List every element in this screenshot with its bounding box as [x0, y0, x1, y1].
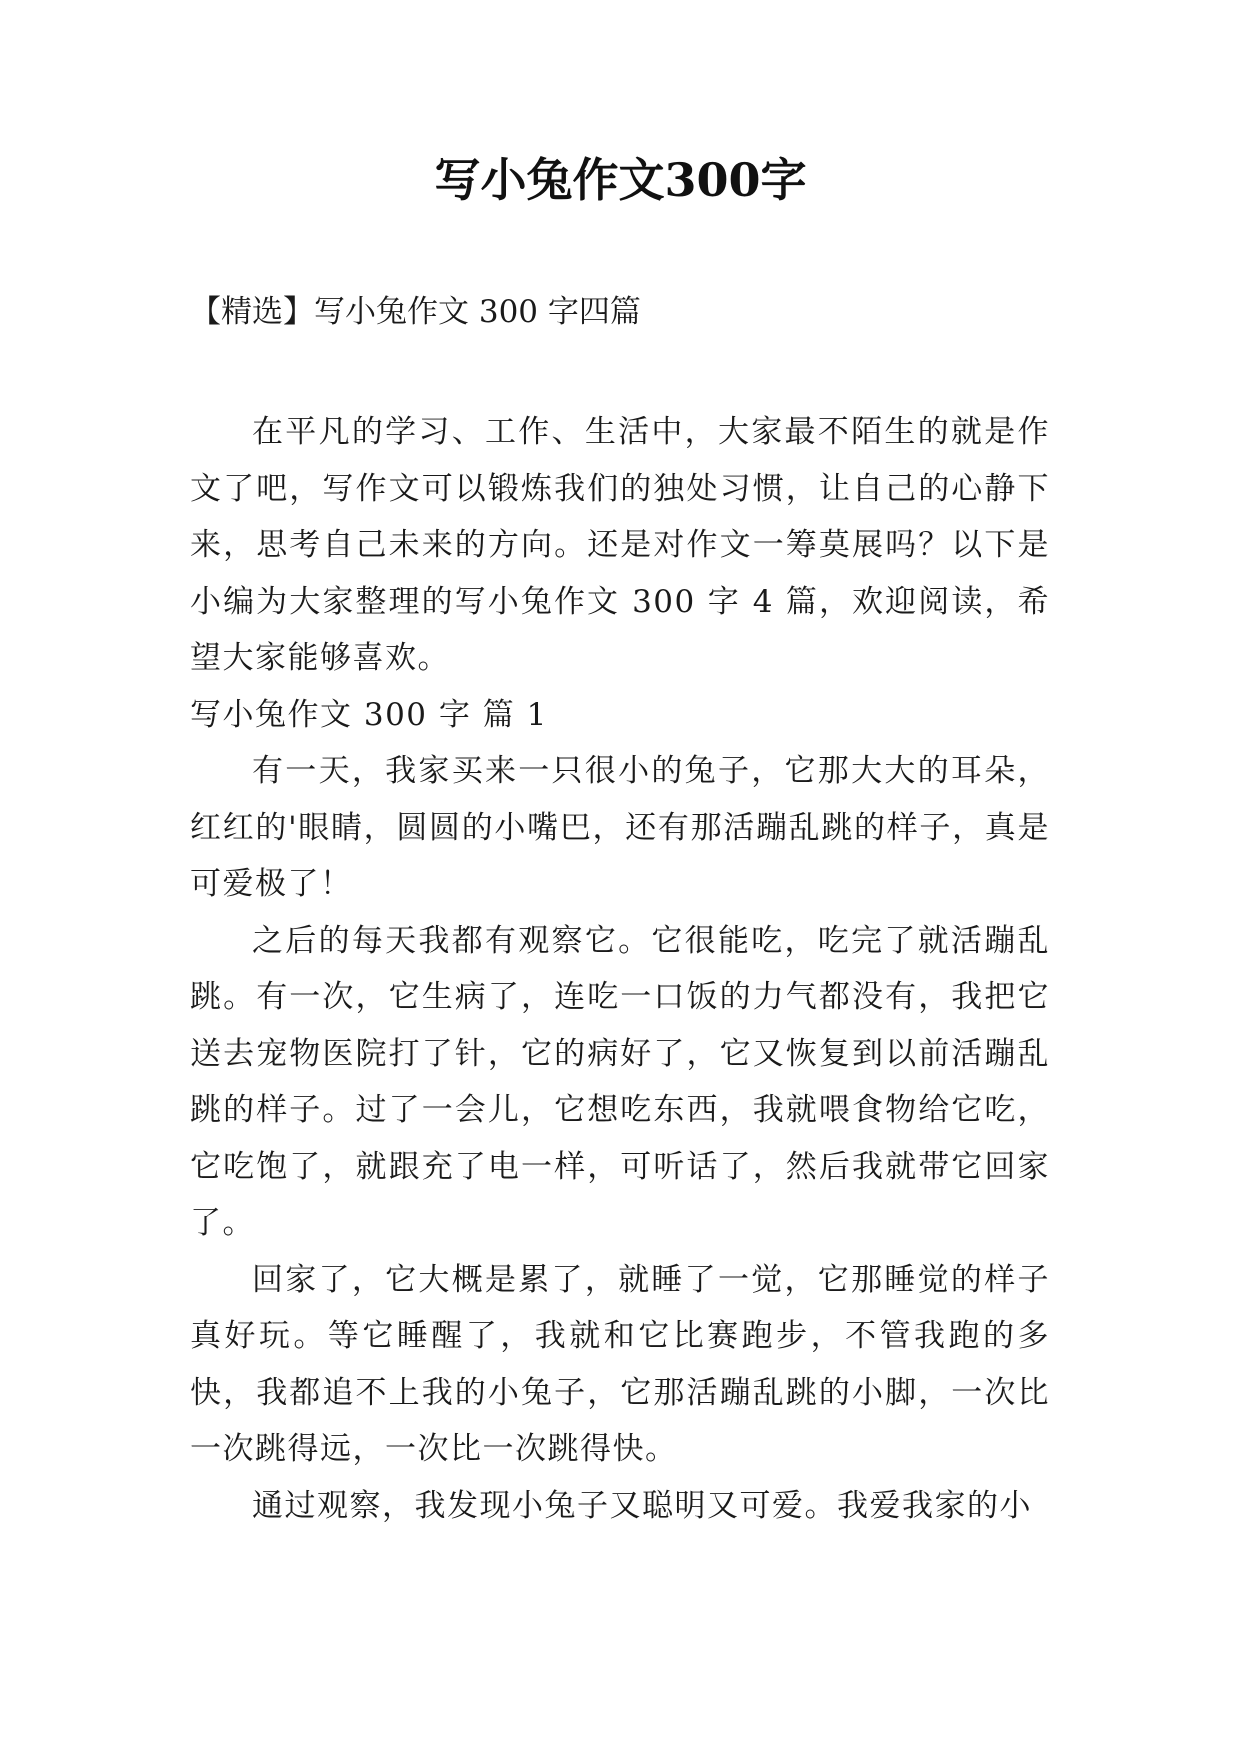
body-paragraph-1: 有一天，我家买来一只很小的兔子，它那大大的耳朵，红红的'眼睛，圆圆的小嘴巴，还有那活蹦乱跳的样子，真是可爱极了！ [190, 753, 1050, 902]
intro-paragraph: 在平凡的学习、工作、生活中，大家最不陌生的就是作文了吧，写作文可以锻炼我们的独处习惯，让自己的心静下来，思考自己未来的方向。还是对作文一筹莫展吗？以下是小编为大家整理的写小兔作文 300 字 4 篇，欢迎阅读，希望大家能够喜欢。 [190, 414, 1050, 676]
body-paragraph-4: 通过观察，我发现小兔子又聪明又可爱。我爱我家的小 [252, 1487, 1032, 1524]
document-title: 写小兔作文300字 [434, 153, 807, 207]
document-body [190, 404, 1050, 1534]
body-paragraph-3: 回家了，它大概是累了，就睡了一觉，它那睡觉的样子真好玩。等它睡醒了，我就和它比赛跑步，不管我跑的多快，我都追不上我的小兔子，它那活蹦乱跳的小脚，一次比一次跳得远，一次比一次跳得快。 [190, 1261, 1050, 1467]
section-heading: 写小兔作文 300 字 篇 1 [190, 696, 548, 733]
document-subtitle: 【精选】写小兔作文 300 字四篇 [190, 294, 641, 330]
body-paragraph-2: 之后的每天我都有观察它。它很能吃，吃完了就活蹦乱跳。有一次，它生病了，连吃一口饭的力气都没有，我把它送去宠物医院打了针，它的病好了，它又恢复到以前活蹦乱跳的样子。过了一会儿，它想吃东西，我就喂食物给它吃，它吃饱了，就跟充了电一样，可听话了，然后我就带它回家了。 [190, 922, 1050, 1241]
